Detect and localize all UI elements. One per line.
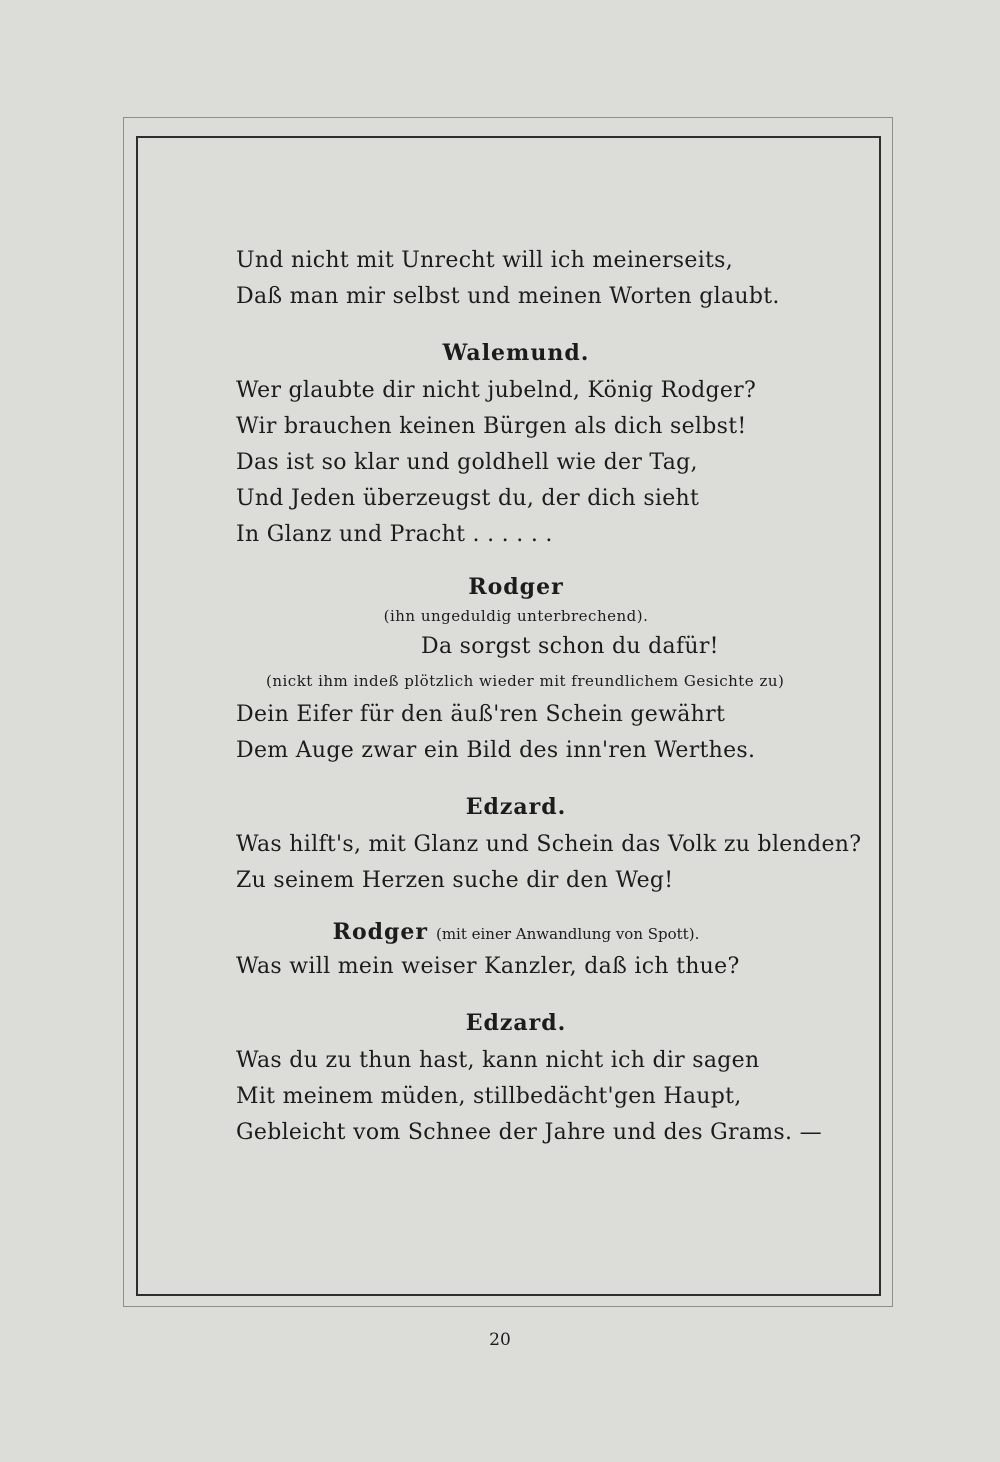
- speaker-name: Rodger: [332, 919, 428, 945]
- stage-direction: (ihn ungeduldig unterbrechend).: [383, 607, 649, 625]
- speaker-name: Edzard.: [465, 1010, 567, 1036]
- verse-line: Mit meinem müden, stillbedächt'gen Haupt,: [236, 1084, 742, 1109]
- verse-line: Zu seinem Herzen suche dir den Weg!: [236, 868, 674, 893]
- verse-line: In Glanz und Pracht . . . . . .: [236, 522, 553, 547]
- verse-line: Was hilft's, mit Glanz und Schein das Volk zu blenden?: [236, 832, 862, 857]
- verse-line: Was will mein weiser Kanzler, daß ich thue?: [236, 954, 740, 979]
- speaker-line: [236, 915, 796, 949]
- speaker-name: Rodger: [468, 574, 564, 600]
- verse-line: Daß man mir selbst und meinen Worten glaubt.: [236, 284, 780, 309]
- page-number: 20: [489, 1330, 511, 1350]
- stage-direction: (mit einer Anwandlung von Spott).: [435, 925, 700, 943]
- verse-line: Und nicht mit Unrecht will ich meinerseits,: [236, 248, 734, 273]
- verse-line: Da sorgst schon du dafür!: [421, 634, 719, 659]
- verse-line: Und Jeden überzeugst du, der dich sieht: [236, 486, 700, 511]
- stage-direction: (nickt ihm indeß plötzlich wieder mit freundlichem Gesichte zu): [266, 672, 785, 690]
- verse-line: Wer glaubte dir nicht jubelnd, König Rodger?: [236, 378, 757, 403]
- verse-line: Wir brauchen keinen Bürgen als dich selbst!: [236, 414, 747, 439]
- poem-text: [236, 243, 862, 1151]
- verse-line: Was du zu thun hast, kann nicht ich dir sagen: [236, 1048, 760, 1073]
- speaker-name: Walemund.: [442, 340, 590, 366]
- verse-line: Das ist so klar und goldhell wie der Tag,: [236, 450, 698, 475]
- speaker-name: Edzard.: [465, 794, 567, 820]
- verse-line: Gebleicht vom Schnee der Jahre und des Grams. —: [236, 1120, 822, 1145]
- verse-line: Dein Eifer für den äuß'ren Schein gewährt: [236, 702, 726, 727]
- verse-line: Dem Auge zwar ein Bild des inn'ren Werthes.: [236, 738, 756, 763]
